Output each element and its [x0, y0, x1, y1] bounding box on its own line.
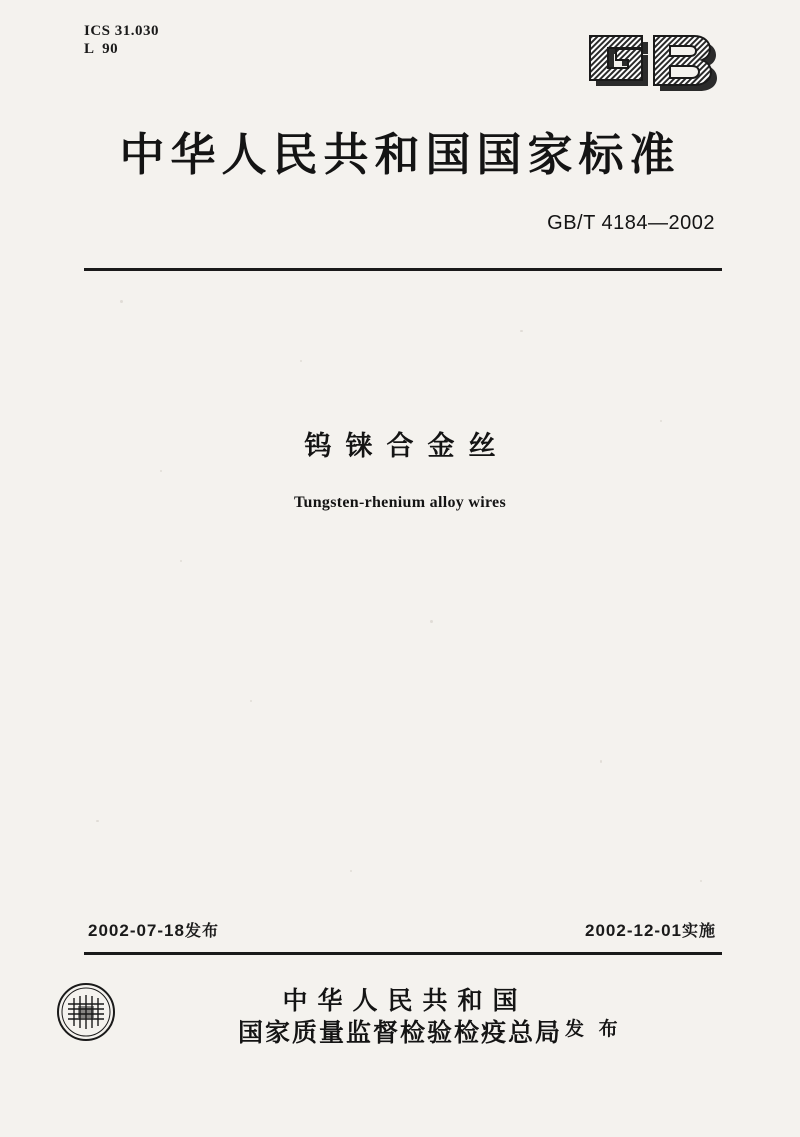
- issue-date-value: 2002-07-18: [88, 921, 185, 940]
- publish-verb: 发 布: [565, 1018, 622, 1040]
- paper-speckle: [180, 560, 182, 562]
- standard-number: GB/T 4184—2002: [547, 212, 715, 234]
- document-title-english: Tungsten-rhenium alloy wires: [294, 494, 506, 511]
- paper-speckle: [350, 870, 352, 872]
- effective-date: [585, 918, 716, 941]
- effective-date-label: 实施: [681, 921, 716, 940]
- paper-speckle: [120, 300, 123, 303]
- ics-classification: [84, 22, 159, 58]
- gb-logo-icon: [582, 28, 722, 100]
- publisher-line-2: 国家质量监督检验检疫总局: [237, 1018, 562, 1047]
- paper-speckle: [520, 330, 523, 332]
- paper-speckle: [660, 420, 662, 422]
- paper-speckle: [700, 880, 702, 882]
- ccs-code: L 90: [84, 41, 119, 57]
- national-standard-title: 中华人民共和国国家标准: [119, 128, 681, 181]
- paper-speckle: [96, 820, 99, 822]
- publisher-line-1: 中华人民共和国: [282, 986, 528, 1015]
- header-divider: [84, 268, 722, 271]
- issue-date-label: 发布: [184, 921, 219, 940]
- paper-speckle: [600, 760, 602, 763]
- ics-code: ICS 31.030: [84, 23, 160, 39]
- effective-date-value: 2002-12-01: [585, 921, 682, 940]
- footer-divider: [84, 952, 722, 955]
- paper-speckle: [300, 360, 302, 362]
- paper-speckle: [250, 700, 252, 702]
- paper-speckle: [430, 620, 433, 623]
- national-emblem-icon: [56, 982, 116, 1042]
- document-title-chinese: 钨铼合金丝: [304, 431, 510, 462]
- issue-date: [88, 918, 219, 941]
- paper-speckle: [160, 470, 162, 472]
